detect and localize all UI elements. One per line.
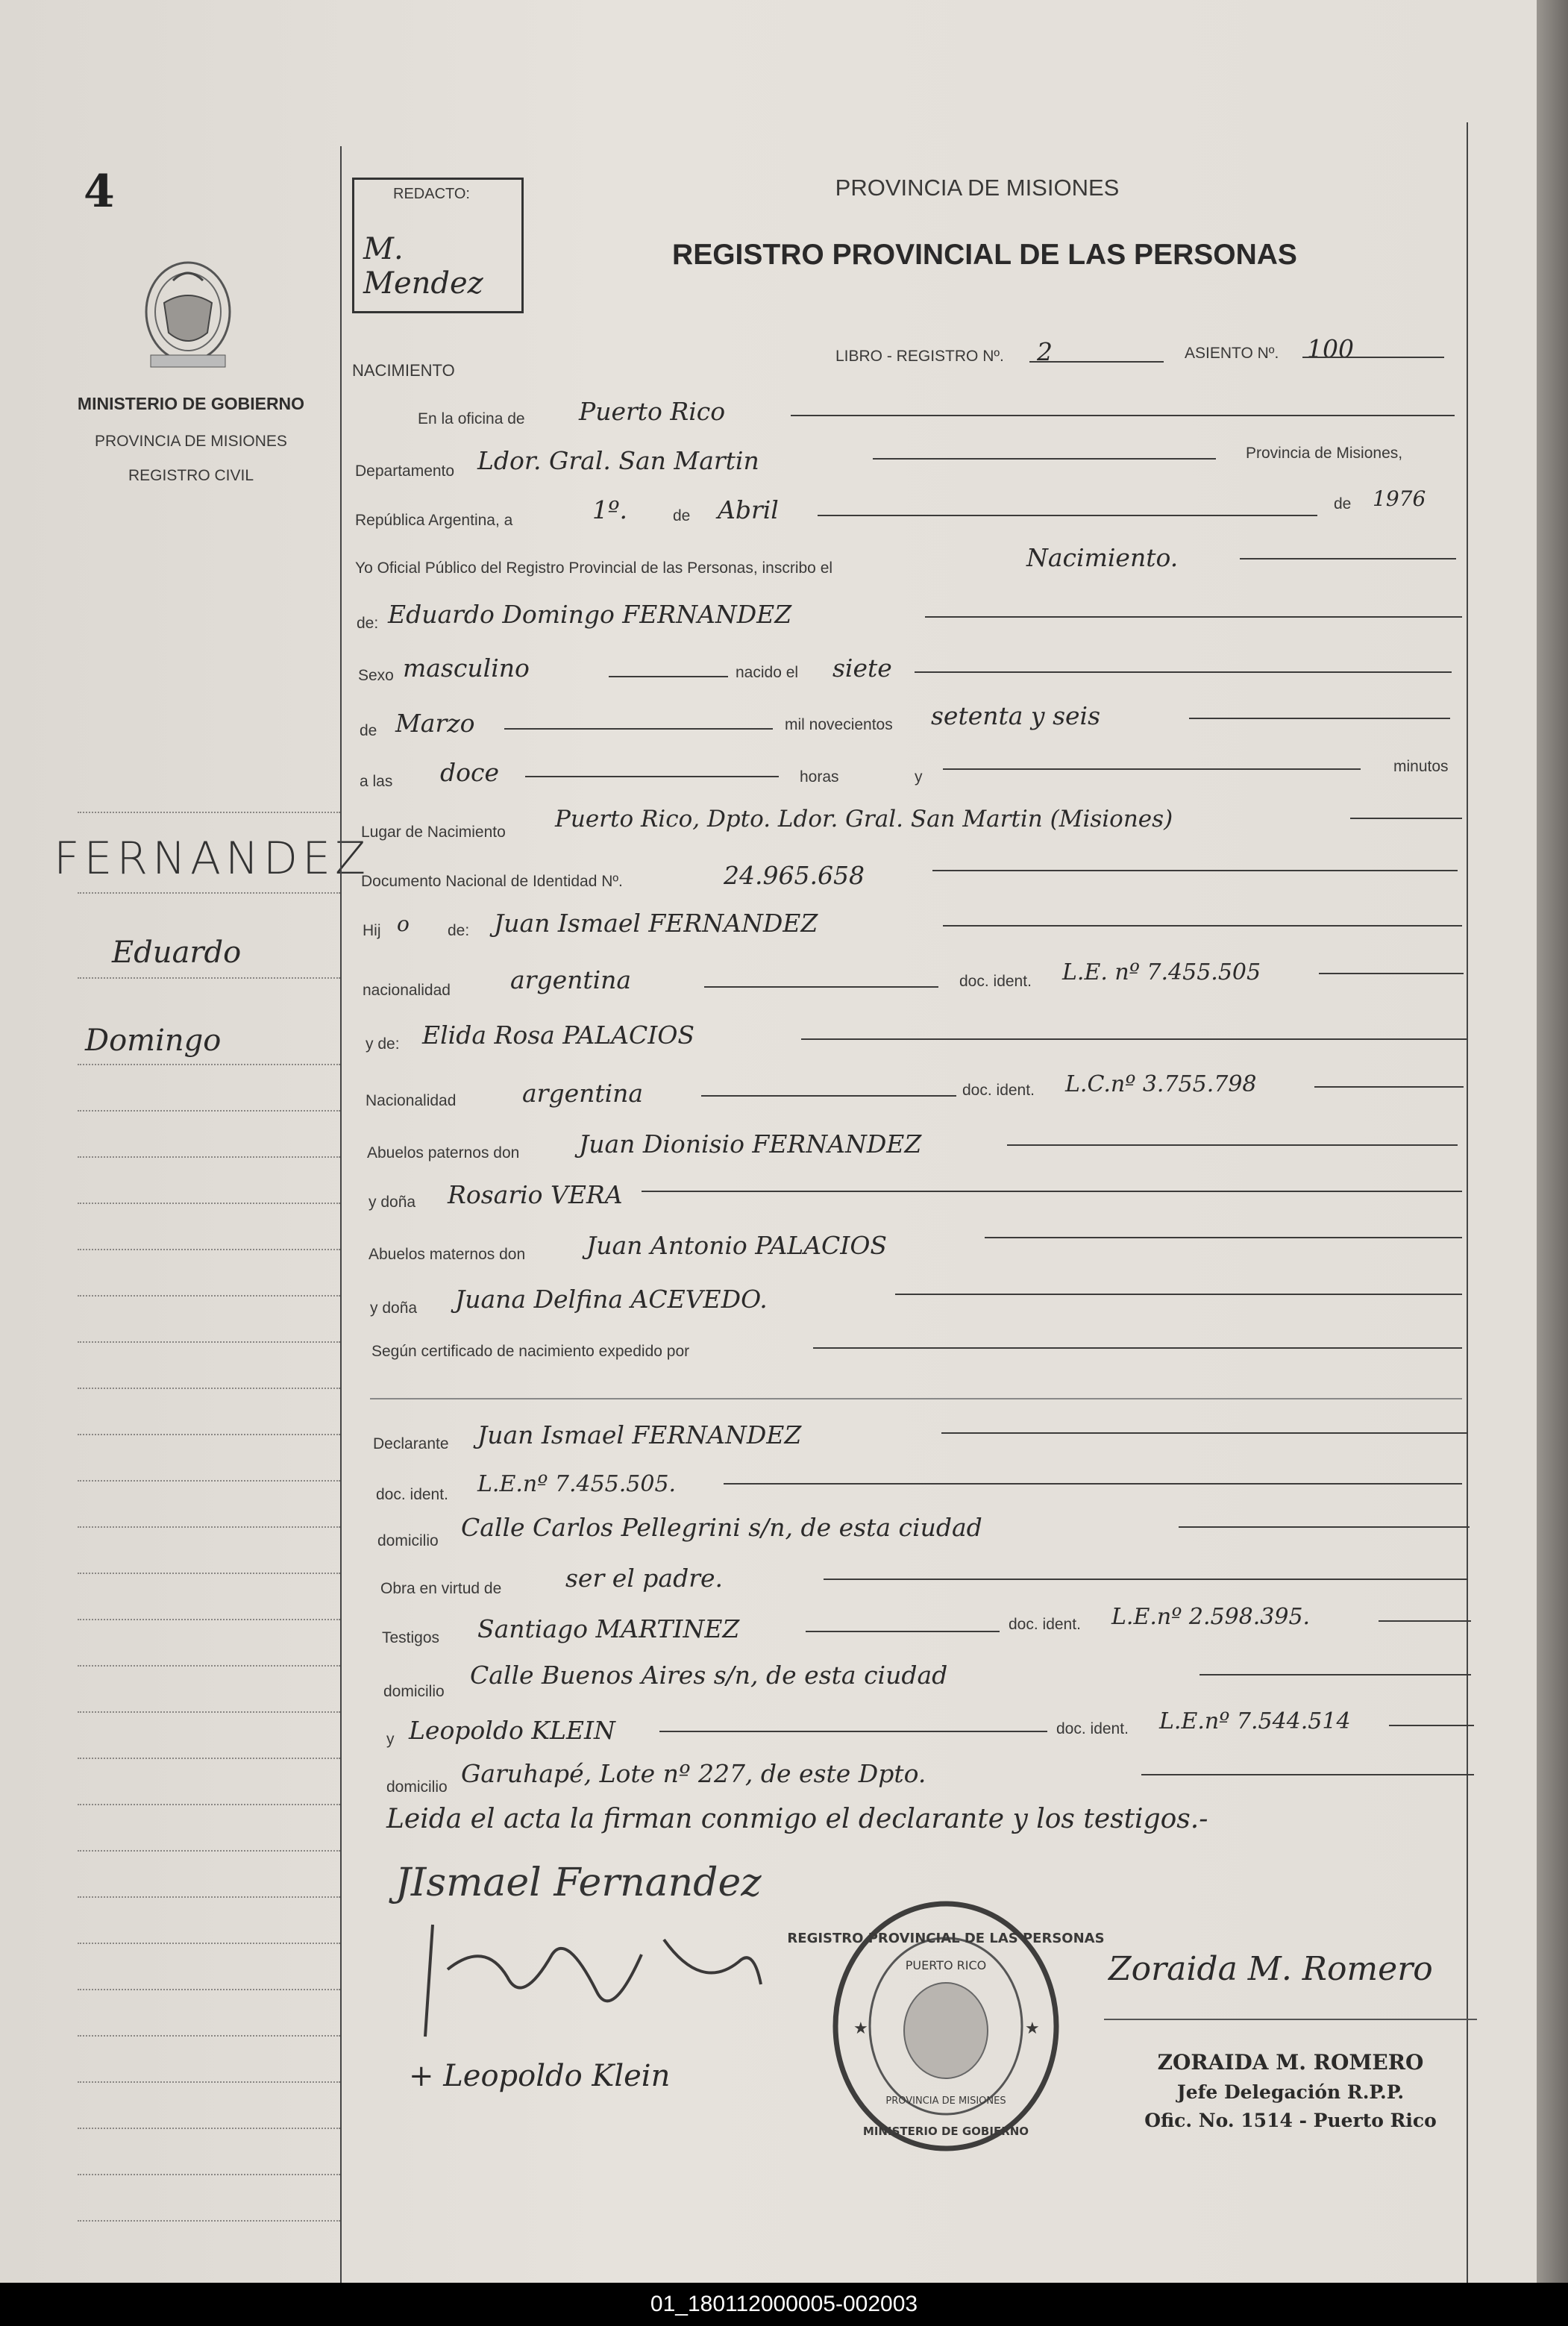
testigos-label: Testigos	[382, 1629, 440, 1646]
nac-padre-label: nacionalidad	[363, 982, 451, 999]
obra-label: Obra en virtud de	[380, 1580, 502, 1597]
declarante-value: Juan Ismael FERNANDEZ	[477, 1420, 802, 1449]
abuela-materna-value: Juana Delfina ACEVEDO.	[455, 1285, 768, 1314]
doc-testigo2-label: doc. ident.	[1056, 1720, 1129, 1737]
sexo-value: masculino	[403, 653, 530, 683]
form-left-border	[340, 146, 342, 2283]
seal-lower-text: PROVINCIA DE MISIONES	[885, 2095, 1006, 2107]
doc-testigo1-value: L.E.nº 2.598.395.	[1111, 1604, 1311, 1630]
section-nacimiento: NACIMIENTO	[352, 361, 455, 380]
domicilio-testigo1-value: Calle Buenos Aires s/n, de esta ciudad	[470, 1661, 948, 1690]
margin-given-name-2: Domingo	[85, 1023, 222, 1058]
lugar-label: Lugar de Nacimiento	[361, 824, 506, 841]
hijo-label: Hij	[363, 922, 381, 939]
fecha-de-anio-label: de	[1334, 495, 1352, 512]
dni-value: 24.965.658	[724, 861, 865, 890]
obra-value: ser el padre.	[565, 1564, 724, 1593]
fecha-mes: Abril	[718, 495, 779, 524]
nacido-anio: setenta y seis	[931, 701, 1101, 730]
testigo1-value: Santiago MARTINEZ	[477, 1614, 740, 1643]
ministry-name: MINISTERIO DE GOBIERNO	[77, 394, 305, 413]
redacto-signature: M. Mendez	[363, 232, 483, 301]
doc-declarante-label: doc. ident.	[376, 1486, 448, 1503]
abuela-paterna-label: y doña	[369, 1194, 416, 1211]
abuelos-paternos-label: Abuelos paternos don	[367, 1144, 520, 1162]
page-edge-shadow	[1537, 0, 1568, 2283]
domicilio-testigo2-label: domicilio	[386, 1778, 448, 1796]
inscripcion-value: Nacimiento.	[1026, 543, 1179, 572]
fecha-anio: 1976	[1373, 486, 1426, 511]
y-label: y	[915, 768, 923, 786]
nacido-de-label: de	[360, 722, 377, 739]
libro-label: LIBRO - REGISTRO Nº.	[835, 348, 1004, 365]
abuela-materna-label: y doña	[370, 1300, 418, 1317]
doc-testigo2-value: L.E.nº 7.544.514	[1159, 1708, 1351, 1734]
nac-madre-value: argentina	[522, 1079, 644, 1108]
padre-value: Juan Ismael FERNANDEZ	[494, 909, 818, 938]
departamento-value: Ldor. Gral. San Martin	[477, 446, 759, 475]
nombre-label: de:	[357, 615, 379, 632]
nac-padre-value: argentina	[510, 965, 632, 994]
testigo2-y-label: y	[386, 1731, 395, 1748]
lugar-value: Puerto Rico, Dpto. Ldor. Gral. San Martin (Misiones)	[555, 806, 1173, 833]
nac-madre-label: Nacionalidad	[366, 1092, 457, 1109]
official-seal	[787, 1898, 1105, 2154]
header-title: REGISTRO PROVINCIAL DE LAS PERSONAS	[672, 239, 1297, 271]
seal-bottom-text: MINISTERIO DE GOBIERNO	[862, 2125, 1029, 2138]
doc-padre-label: doc. ident.	[959, 973, 1032, 990]
alas-label: a las	[360, 773, 393, 790]
page-number: 4	[84, 166, 115, 218]
footer-bar	[0, 2283, 1568, 2326]
nacido-dia: siete	[832, 653, 892, 683]
mil-novecientos-label: mil novecientos	[785, 716, 893, 733]
header-province: PROVINCIA DE MISIONES	[835, 175, 1120, 201]
footer-filename: 01_180112000005-002003	[650, 2292, 918, 2316]
margin-given-name-1: Eduardo	[112, 935, 242, 970]
doc-testigo1-label: doc. ident.	[1009, 1616, 1081, 1633]
declarante-label: Declarante	[373, 1435, 449, 1452]
svg-text:★: ★	[853, 2019, 868, 2037]
asiento-label: ASIENTO Nº.	[1185, 345, 1279, 362]
madre-value: Elida Rosa PALACIOS	[422, 1021, 694, 1050]
oficina-value: Puerto Rico	[579, 397, 726, 426]
oficial-oficina: Ofic. No. 1514 - Puerto Rico	[1144, 2110, 1437, 2131]
republica-label: República Argentina, a	[355, 512, 513, 529]
domicilio-label: domicilio	[377, 1532, 439, 1549]
horas-label: horas	[800, 768, 839, 786]
abuela-paterna-value: Rosario VERA	[448, 1180, 623, 1209]
abuelo-paterno-value: Juan Dionisio FERNANDEZ	[579, 1129, 922, 1159]
hora-value: doce	[440, 758, 500, 787]
oficina-label: En la oficina de	[418, 410, 525, 427]
domicilio-value: Calle Carlos Pellegrini s/n, de esta ciudad	[461, 1513, 982, 1542]
dni-label: Documento Nacional de Identidad Nº.	[361, 873, 623, 890]
padre-de-label: de:	[448, 922, 470, 939]
cierre-text: Leida el acta la firman conmigo el declarante y los testigos.-	[386, 1804, 1208, 1834]
madre-label: y de:	[366, 1035, 400, 1053]
testigo2-value: Leopoldo KLEIN	[409, 1716, 615, 1745]
hijo-suffix: o	[397, 912, 410, 936]
margin-surname: FERNANDEZ	[54, 833, 371, 885]
minutos-label: minutos	[1393, 758, 1449, 775]
doc-declarante-value: L.E.nº 7.455.505.	[477, 1471, 677, 1497]
firma-testigo2: + Leopoldo Klein	[409, 2059, 671, 2093]
asiento-value: 100	[1307, 334, 1354, 363]
abuelos-maternos-label: Abuelos maternos don	[369, 1246, 526, 1263]
redacto-box	[352, 178, 524, 313]
inscribo-label: Yo Oficial Público del Registro Provincial de las Personas, inscribo el	[355, 559, 833, 577]
domicilio-testigo1-label: domicilio	[383, 1683, 445, 1700]
firma-oficial: Zoraida M. Romero	[1108, 1950, 1433, 1988]
doc-madre-value: L.C.nº 3.755.798	[1065, 1071, 1257, 1097]
form-right-border	[1467, 122, 1468, 2283]
firma-testigo1-scribble	[418, 1910, 776, 2044]
redacto-label: REDACTO:	[393, 186, 470, 202]
abuelo-materno-value: Juan Antonio PALACIOS	[586, 1231, 887, 1260]
doc-padre-value: L.E. nº 7.455.505	[1062, 959, 1261, 985]
libro-value: 2	[1037, 337, 1053, 366]
svg-text:★: ★	[1025, 2019, 1040, 2037]
firma-declarante: JIsmael Fernandez	[395, 1861, 762, 1905]
nacido-label: nacido el	[736, 664, 799, 681]
domicilio-testigo2-value: Garuhapé, Lote nº 227, de este Dpto.	[461, 1759, 926, 1788]
ministry-province: PROVINCIA DE MISIONES	[95, 433, 287, 450]
provincia-label: Provincia de Misiones,	[1246, 445, 1403, 462]
certificado-label: Según certificado de nacimiento expedido por	[371, 1343, 690, 1360]
nombre-value: Eduardo Domingo FERNANDEZ	[388, 600, 792, 629]
fecha-dia: 1º.	[592, 495, 628, 524]
fecha-de-label: de	[673, 507, 691, 524]
departamento-label: Departamento	[355, 463, 455, 480]
seal-outer-text: REGISTRO PROVINCIAL DE LAS PERSONAS	[787, 1931, 1105, 1946]
oficial-cargo: Jefe Delegación R.P.P.	[1176, 2081, 1405, 2103]
ministry-registry: REGISTRO CIVIL	[128, 467, 254, 484]
nacido-mes: Marzo	[395, 709, 475, 738]
coat-of-arms-icon	[136, 251, 240, 377]
seal-inner-text: PUERTO RICO	[905, 1958, 987, 1972]
doc-madre-label: doc. ident.	[962, 1082, 1035, 1099]
sexo-label: Sexo	[358, 667, 394, 684]
oficial-nombre: ZORAIDA M. ROMERO	[1157, 2050, 1424, 2075]
